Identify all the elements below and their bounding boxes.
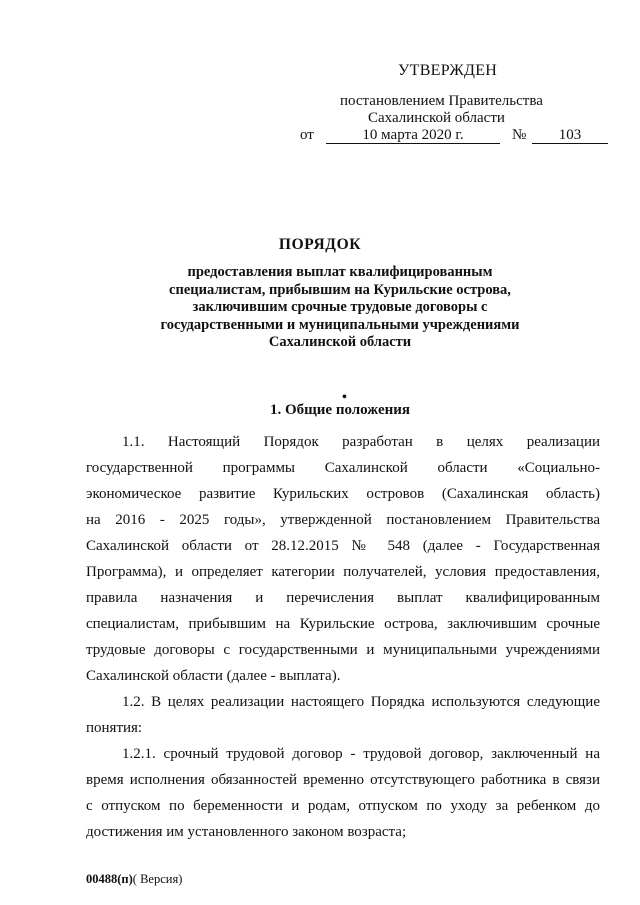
number-label: № bbox=[512, 127, 527, 143]
subtitle-line: заключившим срочные трудовые договоры с bbox=[192, 299, 488, 315]
text-line: время исполнения обязанностей временно отсутствующего работника в связи bbox=[86, 772, 600, 788]
document-body bbox=[86, 429, 600, 845]
text-line: специалистам, прибывшим на Курильские острова, заключившим срочные bbox=[86, 616, 600, 632]
text-line: трудовые договоры с государственными и муниципальными учреждениями bbox=[86, 642, 600, 658]
text-line: государственной программы Сахалинской области «Социально- bbox=[86, 460, 600, 476]
text-line: понятия: bbox=[86, 720, 143, 736]
approval-line-2: Сахалинской области bbox=[368, 110, 505, 126]
document-title: ПОРЯДОК bbox=[278, 236, 362, 253]
text-line: Программа), и определяет категории получателей, условия предоставления, bbox=[86, 564, 600, 580]
section-heading bbox=[0, 390, 640, 419]
text-line: Сахалинской области (далее - выплата). bbox=[86, 668, 341, 684]
text-line: 1.2.1. срочный трудовой договор - трудовой договор, заключенный на bbox=[122, 746, 600, 762]
text-line: 1.1. Настоящий Порядок разработан в целях реализации bbox=[122, 434, 600, 450]
approval-line-1: постановлением Правительства bbox=[340, 93, 543, 109]
subtitle-line: Сахалинской области bbox=[268, 334, 412, 350]
document-subtitle bbox=[130, 264, 550, 352]
text-line: 1.2. В целях реализации настоящего Порядка используются следующие bbox=[122, 694, 600, 710]
subtitle-line: государственными и муниципальными учреждениями bbox=[160, 316, 520, 333]
subtitle-line: предоставления выплат квалифицированным bbox=[187, 264, 493, 280]
text-line: достижения им установленного законом возраста; bbox=[86, 824, 407, 840]
approval-number: 103 bbox=[532, 126, 608, 144]
document-footer bbox=[86, 872, 182, 887]
text-line: экономическое развитие Курильских островов (Сахалинская область) bbox=[86, 486, 600, 502]
stray-dot: • bbox=[342, 390, 347, 405]
approval-date: 10 марта 2020 г. bbox=[326, 126, 500, 144]
text-line: Сахалинской области от 28.12.2015 № 548 (далее - Государственная bbox=[86, 538, 600, 554]
text-line: с отпуском по беременности и родам, отпуском по уходу за ребенком до bbox=[86, 798, 600, 814]
approval-heading: УТВЕРЖДЕН bbox=[398, 62, 498, 79]
subtitle-line: специалистам, прибывшим на Курильские острова, bbox=[169, 281, 511, 298]
approval-date-line bbox=[300, 126, 600, 144]
document-version: ( Версия) bbox=[132, 872, 183, 886]
text-line: на 2016 - 2025 годы», утвержденной постановлением Правительства bbox=[86, 512, 600, 528]
from-label: от bbox=[300, 127, 314, 143]
section-heading-text: 1. Общие положения bbox=[269, 402, 411, 418]
document-code: 00488(п) bbox=[86, 872, 133, 886]
text-line: правила назначения и перечисления выплат квалифицированным bbox=[86, 590, 600, 606]
